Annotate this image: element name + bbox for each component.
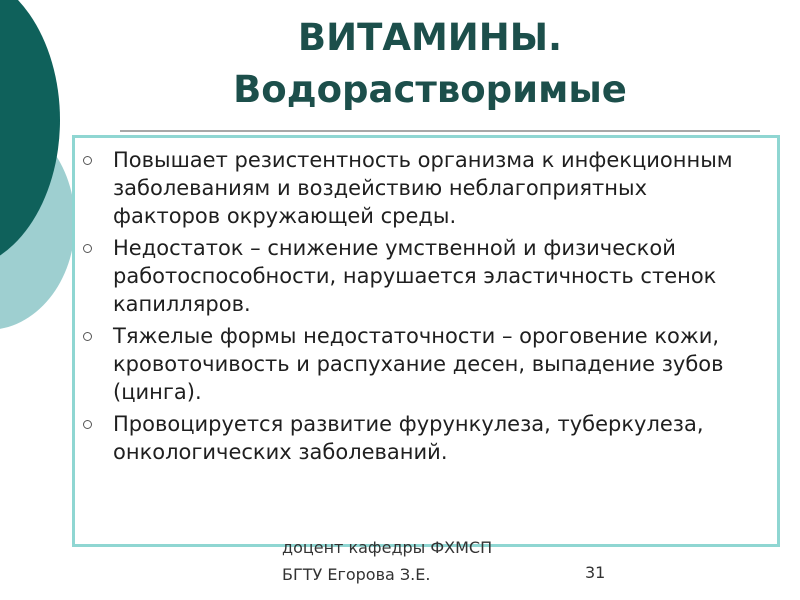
title-line-2: Водорастворимые xyxy=(233,68,627,111)
hollow-circle-bullet-icon xyxy=(83,244,92,253)
bullet-text: Тяжелые формы недостаточности – ороговение кожи, кровоточивость и распухание десен, выпадение зубов (цинга). xyxy=(113,324,724,404)
title-line-1: ВИТАМИНЫ. xyxy=(297,16,563,59)
bullet-text: Повышает резистентность организма к инфекционным заболеваниям и воздействию неблагоприятных факторов окружающей среды. xyxy=(113,148,733,228)
footer-author-line-1: доцент кафедры ФХМСП xyxy=(282,538,493,557)
bullet-item xyxy=(75,322,755,406)
hollow-circle-bullet-icon xyxy=(83,332,92,341)
bullet-item xyxy=(75,410,755,466)
slide-title xyxy=(150,12,710,116)
title-divider xyxy=(120,130,760,132)
footer-author-line-2: БГТУ Егорова З.Е. xyxy=(282,565,431,584)
bullet-list xyxy=(75,138,777,466)
slide-number: 31 xyxy=(585,563,606,582)
bullet-item xyxy=(75,146,755,230)
content-box xyxy=(72,135,780,547)
bullet-item xyxy=(75,234,755,318)
bullet-text: Недостаток – снижение умственной и физической работоспособности, нарушается эластичность стенок капилляров. xyxy=(113,236,717,316)
bullet-text: Провоцируется развитие фурункулеза, туберкулеза, онкологических заболеваний. xyxy=(113,412,704,464)
hollow-circle-bullet-icon xyxy=(83,420,92,429)
footer-author xyxy=(282,534,492,588)
hollow-circle-bullet-icon xyxy=(83,156,92,165)
